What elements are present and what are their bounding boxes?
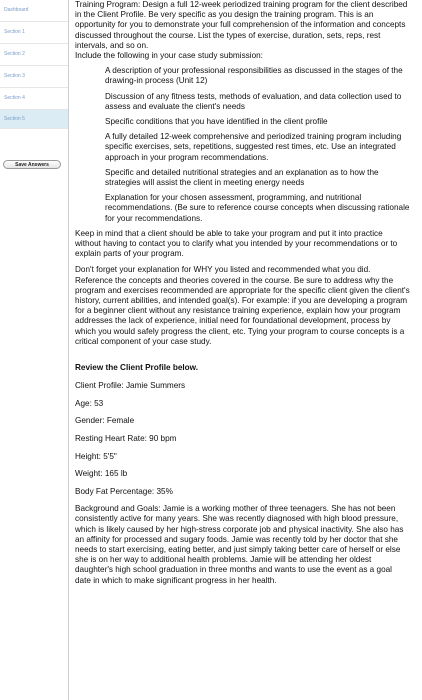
- sidebar-item-dashboard[interactable]: Dashboard: [0, 0, 68, 22]
- sidebar-divider: [68, 0, 69, 700]
- sidebar-item-section-5[interactable]: Section 5: [0, 110, 68, 129]
- client-weight: Weight: 165 lb: [75, 469, 128, 479]
- keep-in-mind-paragraph: Keep in mind that a client should be able to take your program and put it into practice without having to contact you to clarify what you intended by your recommendations or to explain parts of your program.: [75, 228, 398, 259]
- explanation-paragraph: Don't forget your explanation for WHY you listed and recommended what you did. Reference the concepts and theories covered in the course. Be sure to address why the program and exercises recommended are appropriate for the specific client given the client's history, current abilities, and intended goal(s). For example: if you are developing a program for a beginner client without any resistance training experience, explain how your program addresses the lack of experience, initial need for foundational development, process by which you would safely progress the client, etc. Tying your program to course concepts is a critical component of your case study.: [75, 265, 410, 346]
- requirement-item: A description of your professional responsibilities as discussed in the stages of the drawing-in process (Unit 12): [105, 66, 403, 86]
- client-profile-heading: Review the Client Profile below.: [75, 363, 198, 373]
- requirements-list: [75, 66, 410, 224]
- sidebar-nav: [0, 0, 68, 700]
- client-resting-heart-rate: Resting Heart Rate: 90 bpm: [75, 433, 177, 443]
- sidebar-item-section-4[interactable]: Section 4: [0, 88, 68, 110]
- client-name: Client Profile: Jamie Summers: [75, 380, 186, 390]
- save-answers-button[interactable]: Save Answers: [3, 160, 61, 169]
- include-instructions: Include the following in your case study submission:: [75, 51, 263, 61]
- sidebar-item-section-3[interactable]: Section 3: [0, 66, 68, 88]
- assignment-content: [75, 0, 410, 586]
- requirement-item: Specific conditions that you have identified in the client profile: [105, 117, 328, 127]
- sidebar-item-section-2[interactable]: Section 2: [0, 44, 68, 66]
- client-gender: Gender: Female: [75, 416, 135, 426]
- client-body-fat: Body Fat Percentage: 35%: [75, 487, 173, 497]
- assignment-intro: Training Program: Design a full 12-week periodized training program for the client described in the Client Profile. Be very specific as you design the training program. This is an opportunity for you to demonstrate your full comprehension of the information and concepts discussed throughout the course. List the types of exercise, duration, sets, reps, rest intervals, and so on.: [75, 0, 408, 50]
- sidebar-item-section-1[interactable]: Section 1: [0, 22, 68, 44]
- requirement-item: A fully detailed 12-week comprehensive and periodized training program including specific exercises, sets, repetitions, suggested rest times, etc. Use an integrated approach in your program recommendations.: [105, 132, 402, 162]
- background-and-goals: Background and Goals: Jamie is a working mother of three teenagers. She has not been consistently active for many years. She was recently diagnosed with high blood pressure, which is likely caused by her high-stress corporate job and physical inactivity. She also has an affinity for processed and sugary foods. Jamie was recently told by her doctor that she needs to start exercising, eating better, and just simply taking better care of herself or else she is on her way to additional health problems. Jamie will be attending her oldest daughter's high school graduation in three months and wants to use the event as a goal date in which to make significant progress in her health.: [75, 504, 404, 585]
- client-age: Age: 53: [75, 398, 104, 408]
- client-height: Height: 5'5": [75, 451, 117, 461]
- requirement-item: Explanation for your chosen assessment, programming, and nutritional recommendations. (Be sure to reference course concepts when discussing rationale for your recommendations.: [105, 193, 410, 223]
- requirement-item: Discussion of any fitness tests, methods of evaluation, and data collection used to assess and evaluate the client's needs: [105, 91, 402, 111]
- requirement-item: Specific and detailed nutritional strategies and an explanation as to how the strategies will assist the client in meeting energy needs: [105, 167, 379, 188]
